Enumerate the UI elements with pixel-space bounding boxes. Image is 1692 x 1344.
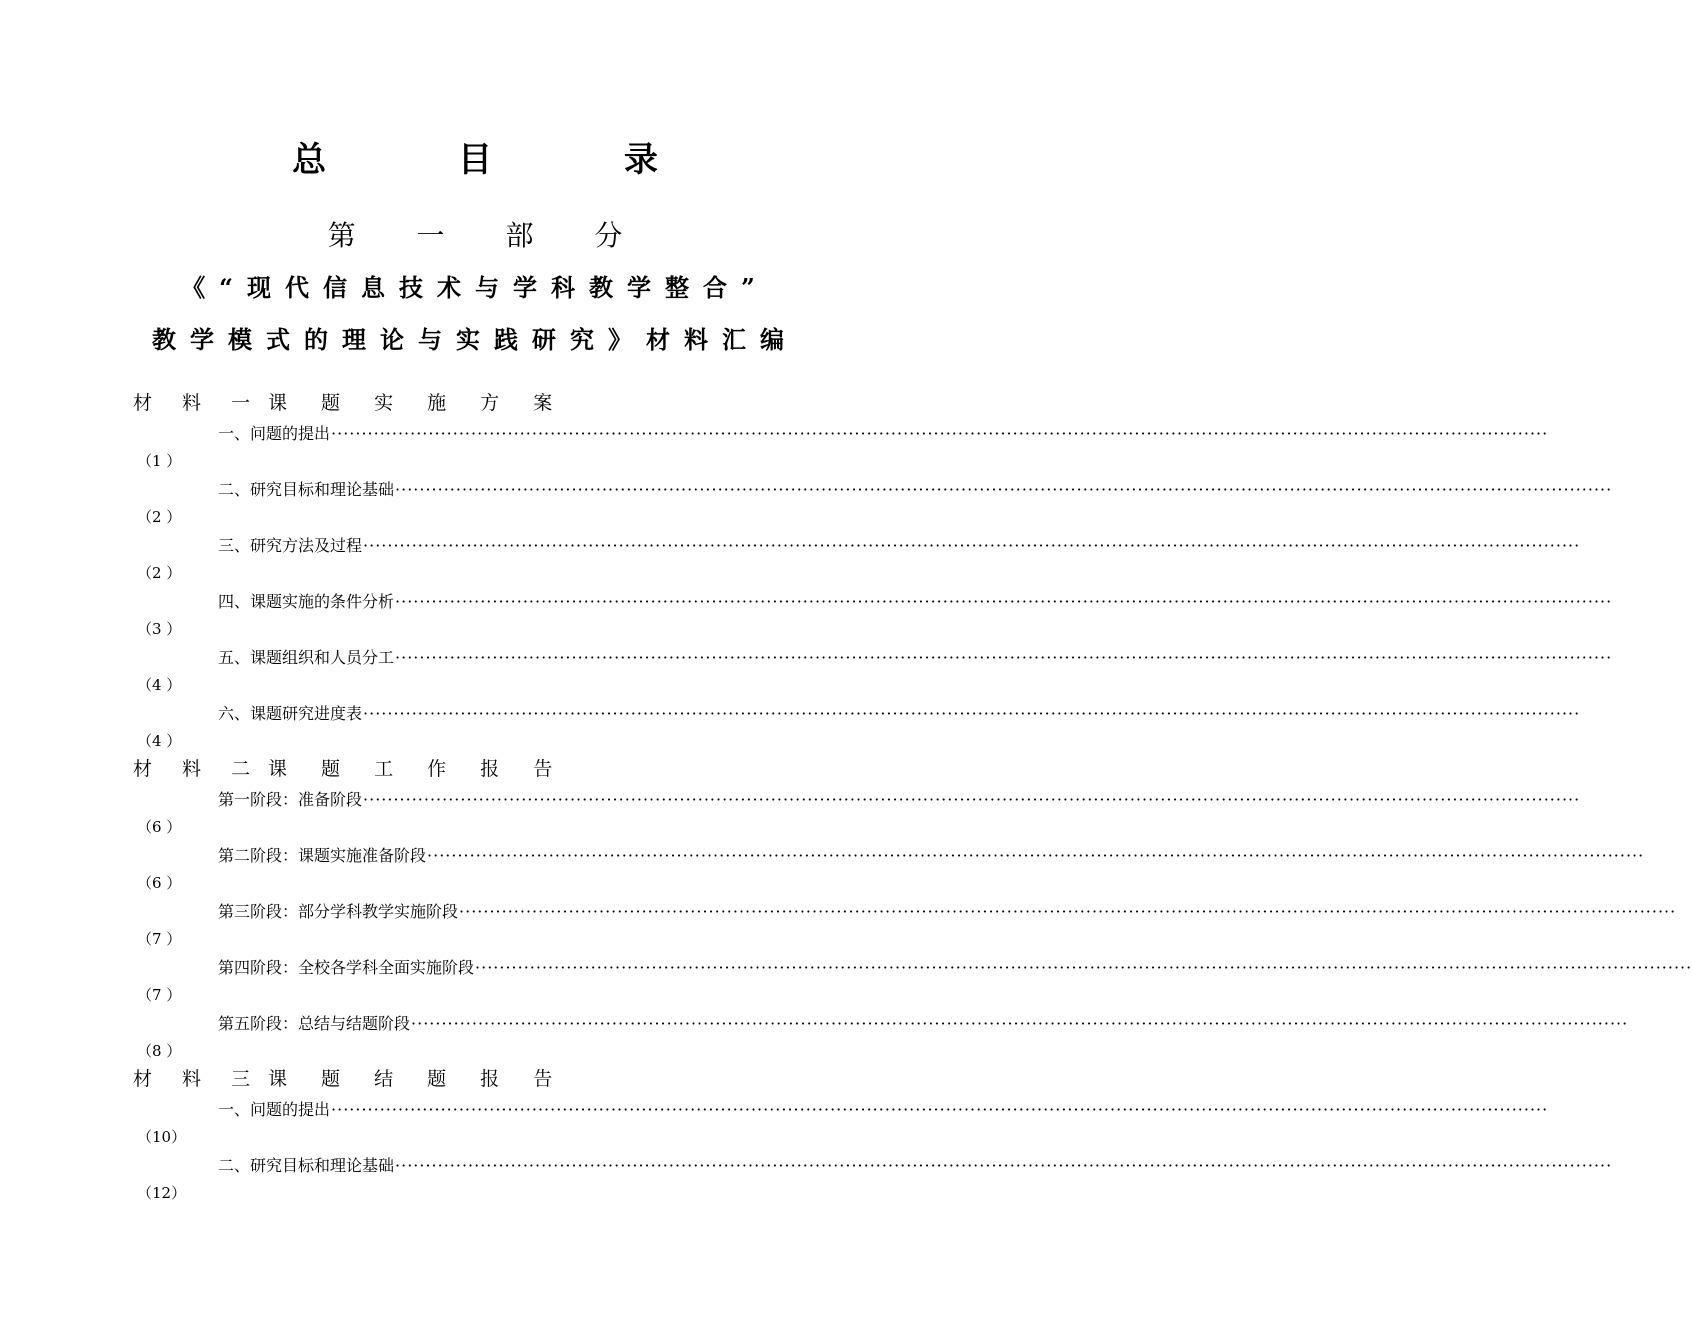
dot-leader: ········································································································································································································ (395, 480, 1613, 499)
dot-leader: ········································································································································································································ (363, 704, 1581, 723)
section-material-3 (0, 1064, 1613, 1206)
section-title: 课 题 结 题 报 告 (268, 1068, 567, 1090)
toc-entry[interactable] (0, 474, 1613, 530)
page-number: （2 ） (137, 508, 182, 526)
entry-text: 二、研究目标和理论基础 (218, 480, 395, 499)
page-number: （6 ） (137, 818, 182, 836)
dot-leader: ········································································································································································································ (395, 1156, 1613, 1175)
toc-entry[interactable] (0, 896, 1677, 952)
toc-entry[interactable] (0, 586, 1613, 642)
dot-leader: ········································································································································································································ (363, 790, 1581, 809)
toc-entry[interactable] (0, 418, 1549, 474)
section-heading (0, 388, 950, 418)
section-label: 材 料 一 (133, 392, 263, 414)
toc-entry[interactable] (0, 784, 1581, 840)
page-number: （12） (137, 1184, 187, 1202)
page-number: （7 ） (137, 930, 182, 948)
page-number: （7 ） (137, 986, 182, 1004)
toc-entry[interactable] (0, 840, 1645, 896)
entry-text: 五、课题组织和人员分工 (218, 648, 395, 667)
part-heading: 第 一 部 分 (327, 219, 649, 252)
toc-entry[interactable] (0, 642, 1613, 698)
page-number: （10） (137, 1128, 187, 1146)
dot-leader: ········································································································································································································ (427, 846, 1645, 865)
toc-title: 总 目 录 (292, 140, 718, 180)
entry-text: 第二阶段：课题实施准备阶段 (218, 846, 427, 865)
dot-leader: ········································································································································································································ (459, 902, 1677, 921)
section-title: 课 题 实 施 方 案 (268, 392, 567, 414)
dot-leader: ········································································································································································································ (331, 424, 1549, 443)
dot-leader: ········································································································································································································ (475, 958, 1692, 977)
section-heading (0, 1064, 950, 1094)
entry-text: 第三阶段：部分学科教学实施阶段 (218, 902, 459, 921)
toc-entry[interactable] (0, 952, 1692, 1008)
section-label: 材 料 三 (133, 1068, 263, 1090)
subtitle-line-2: 教学模式的理论与实践研究》材料汇编 (152, 325, 798, 354)
table-of-contents (0, 388, 1692, 1206)
entry-text: 一、问题的提出 (218, 424, 331, 443)
entry-text: 第五阶段：总结与结题阶段 (218, 1014, 411, 1033)
dot-leader: ········································································································································································································ (331, 1100, 1549, 1119)
section-material-1 (0, 388, 1613, 754)
dot-leader: ········································································································································································································ (395, 648, 1613, 667)
dot-leader: ········································································································································································································ (363, 536, 1581, 555)
entry-text: 六、课题研究进度表 (218, 704, 363, 723)
dot-leader: ········································································································································································································ (411, 1014, 1629, 1033)
subtitle-line-1: 《“现代信息技术与学科教学整合” (181, 273, 769, 302)
entry-text: 第一阶段：准备阶段 (218, 790, 363, 809)
toc-entry[interactable] (0, 1094, 1549, 1150)
section-heading (0, 754, 950, 784)
entry-text: 第四阶段：全校各学科全面实施阶段 (218, 958, 475, 977)
toc-entry[interactable] (0, 530, 1581, 586)
page-number: （8 ） (137, 1042, 182, 1060)
page-number: （3 ） (137, 620, 182, 638)
page-number: （6 ） (137, 874, 182, 892)
dot-leader: ········································································································································································································ (395, 592, 1613, 611)
entry-text: 二、研究目标和理论基础 (218, 1156, 395, 1175)
page-number: （2 ） (137, 564, 182, 582)
toc-entry[interactable] (0, 1150, 1613, 1206)
section-label: 材 料 二 (133, 758, 263, 780)
section-material-2 (0, 754, 1692, 1064)
toc-entry[interactable] (0, 1008, 1629, 1064)
page-number: （4 ） (137, 676, 182, 694)
page-number: （1 ） (137, 452, 182, 470)
section-title: 课 题 工 作 报 告 (268, 758, 567, 780)
toc-entry[interactable] (0, 698, 1581, 754)
entry-text: 三、研究方法及过程 (218, 536, 363, 555)
page-number: （4 ） (137, 732, 182, 750)
entry-text: 四、课题实施的条件分析 (218, 592, 395, 611)
entry-text: 一、问题的提出 (218, 1100, 331, 1119)
